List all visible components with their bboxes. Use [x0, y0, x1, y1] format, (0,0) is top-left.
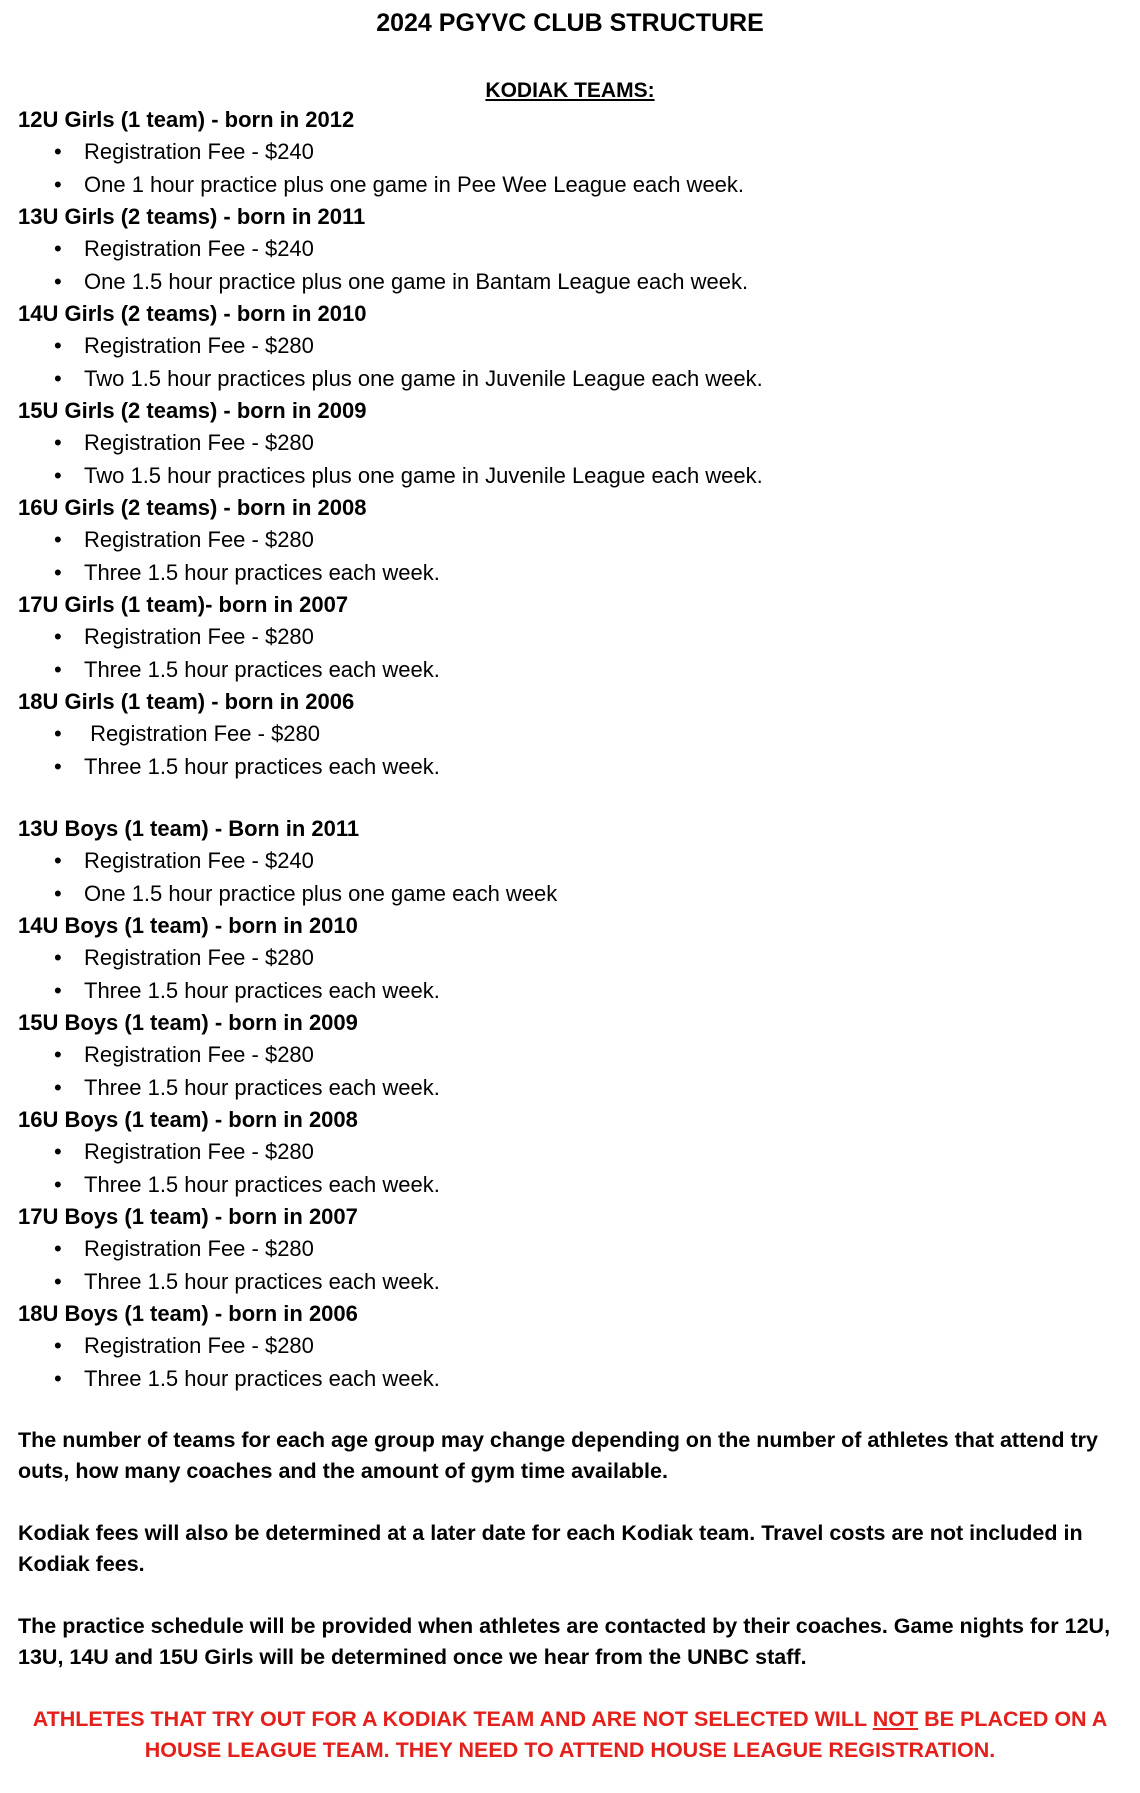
list-item: • Registration Fee - $280: [84, 718, 1122, 751]
section-spacer: [18, 1395, 1122, 1425]
page-title: 2024 PGYVC CLUB STRUCTURE: [376, 9, 764, 37]
note-teams-count: The number of teams for each age group may change depending on the number of athletes that attend try outs, how many coaches and the amount of gym time available.: [18, 1428, 1098, 1483]
list-item: • Registration Fee - $280: [84, 621, 1122, 654]
team-details-list: [18, 1330, 1122, 1395]
team-details-list: [18, 621, 1122, 686]
list-item: • Registration Fee - $240: [84, 136, 1122, 169]
list-item: • Two 1.5 hour practices plus one game in Juvenile League each week.: [84, 460, 1122, 493]
list-item: • One 1.5 hour practice plus one game each week: [84, 878, 1122, 911]
team-heading: 13U Girls (2 teams) - born in 2011: [18, 204, 366, 229]
boys-teams-section: [18, 813, 1122, 1395]
team-details-list: [18, 1039, 1122, 1104]
list-item: • Registration Fee - $280: [84, 942, 1122, 975]
list-item: • Registration Fee - $280: [84, 1136, 1122, 1169]
team-heading: 17U Girls (1 team)- born in 2007: [18, 592, 349, 617]
team-heading: 15U Boys (1 team) - born in 2009: [18, 1010, 358, 1035]
paragraph-spacer: [18, 1487, 1122, 1518]
team-details-list: [18, 1233, 1122, 1298]
list-item: • Registration Fee - $280: [84, 427, 1122, 460]
team-details-list: [18, 942, 1122, 1007]
section-spacer: [18, 783, 1122, 813]
list-item: • Registration Fee - $280: [84, 1330, 1122, 1363]
list-item: • Registration Fee - $240: [84, 845, 1122, 878]
list-item: • Registration Fee - $280: [84, 1233, 1122, 1266]
team-heading: 17U Boys (1 team) - born in 2007: [18, 1204, 358, 1229]
team-details-list: [18, 330, 1122, 395]
team-heading: 14U Boys (1 team) - born in 2010: [18, 913, 358, 938]
list-item: • Three 1.5 hour practices each week.: [84, 654, 1122, 687]
list-item: • Registration Fee - $280: [84, 1039, 1122, 1072]
team-heading: 13U Boys (1 team) - Born in 2011: [18, 816, 360, 841]
list-item: • One 1 hour practice plus one game in Pee Wee League each week.: [84, 169, 1122, 202]
team-details-list: [18, 718, 1122, 783]
kodiak-teams-heading: KODIAK TEAMS:: [485, 79, 655, 102]
warning-text-after: BE PLACED ON A HOUSE LEAGUE TEAM. THEY NEED TO ATTEND HOUSE LEAGUE REGISTRATION.: [144, 1707, 1108, 1762]
team-heading: 16U Girls (2 teams) - born in 2008: [18, 495, 367, 520]
team-details-list: [18, 233, 1122, 298]
list-item: • Registration Fee - $280: [84, 524, 1122, 557]
team-details-list: [18, 845, 1122, 910]
list-item: • Registration Fee - $280: [84, 330, 1122, 363]
warning-text-before: ATHLETES THAT TRY OUT FOR A KODIAK TEAM AND ARE NOT SELECTED WILL: [32, 1707, 873, 1731]
note-schedule: The practice schedule will be provided when athletes are contacted by their coaches. Game nights for 12U, 13U, 14U and 15U Girls will be determined once we hear from the UNBC staff.: [18, 1614, 1111, 1669]
team-heading: 15U Girls (2 teams) - born in 2009: [18, 398, 367, 423]
tryout-warning: [18, 1704, 1122, 1766]
list-item: • Three 1.5 hour practices each week.: [84, 1072, 1122, 1105]
list-item: • Three 1.5 hour practices each week.: [84, 975, 1122, 1008]
team-heading: 14U Girls (2 teams) - born in 2010: [18, 301, 367, 326]
document: [18, 8, 1122, 1766]
list-item: • One 1.5 hour practice plus one game in Bantam League each week.: [84, 266, 1122, 299]
team-heading: 16U Boys (1 team) - born in 2008: [18, 1107, 358, 1132]
list-item: • Two 1.5 hour practices plus one game in Juvenile League each week.: [84, 363, 1122, 396]
team-heading: 12U Girls (1 team) - born in 2012: [18, 107, 355, 132]
list-item: • Three 1.5 hour practices each week.: [84, 1363, 1122, 1396]
team-details-list: [18, 524, 1122, 589]
list-item: • Three 1.5 hour practices each week.: [84, 751, 1122, 784]
list-item: • Three 1.5 hour practices each week.: [84, 1169, 1122, 1202]
team-details-list: [18, 1136, 1122, 1201]
team-details-list: [18, 136, 1122, 201]
team-heading: 18U Boys (1 team) - born in 2006: [18, 1301, 358, 1326]
team-heading: 18U Girls (1 team) - born in 2006: [18, 689, 355, 714]
paragraph-spacer: [18, 1580, 1122, 1611]
list-item: • Three 1.5 hour practices each week.: [84, 1266, 1122, 1299]
list-item: • Registration Fee - $240: [84, 233, 1122, 266]
note-fees: Kodiak fees will also be determined at a later date for each Kodiak team. Travel costs are not included in Kodiak fees.: [18, 1521, 1083, 1576]
team-details-list: [18, 427, 1122, 492]
girls-teams-section: [18, 104, 1122, 783]
warning-emphasis: NOT: [872, 1707, 919, 1731]
list-item: • Three 1.5 hour practices each week.: [84, 557, 1122, 590]
paragraph-spacer: [18, 1673, 1122, 1704]
